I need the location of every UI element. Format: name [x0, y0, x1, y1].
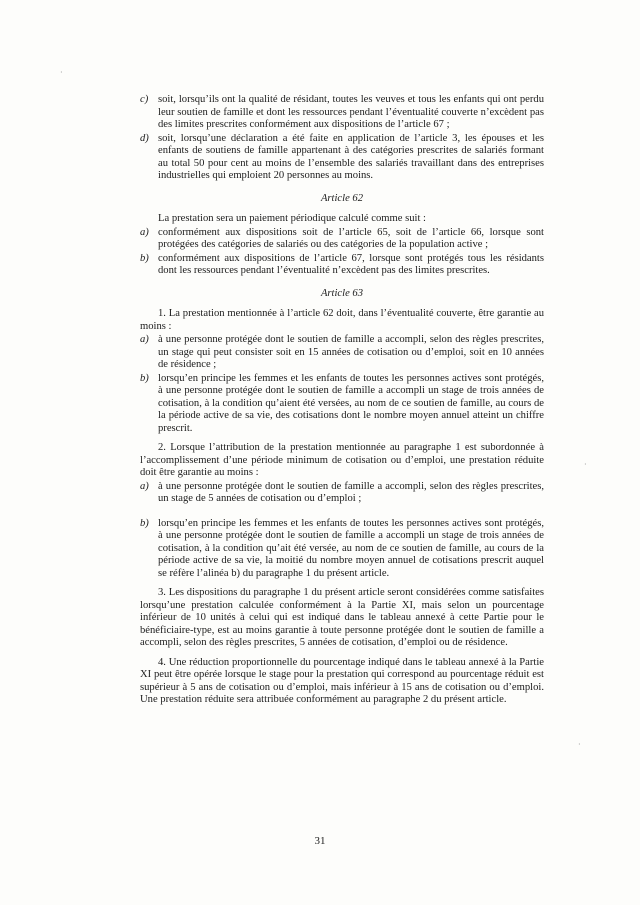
- list-item-label: a): [140, 480, 149, 492]
- speck-mark: ·: [60, 68, 63, 77]
- article-63-paragraph-1: 1. La prestation mentionnée à l’article 62 doit, dans l’éventualité couverte, être garantie au moins :: [140, 308, 544, 332]
- list-item: [140, 133, 544, 183]
- list-item-text: à une personne protégée dont le soutien de famille a accompli, selon des règles prescrites, un stage de 5 années de cotisation ou d’emploi ;: [158, 480, 544, 504]
- list-item: [140, 481, 544, 506]
- list-article-62: [140, 227, 544, 278]
- list-item: [140, 518, 544, 581]
- list-article-63-p2a: [140, 481, 544, 506]
- list-item-label: d): [140, 132, 149, 144]
- list-item: [140, 373, 544, 436]
- article-63-paragraph-4: 4. Une réduction proportionnelle du pourcentage indiqué dans le tableau annexé à la Partie XI peut être opérée lorsque le stage pour la prestation qui correspond au pourcentage réduit est supérieur à 5 ans de cotisation ou d’emploi, mais inférieur à 15 ans de cotisation ou d’emploi. Une prestation réduite sera attribuée conformément au paragraphe 2 du présent article.: [140, 656, 544, 705]
- list-item: [140, 227, 544, 252]
- list-item: [140, 94, 544, 132]
- heading-article-63: Article 63: [320, 287, 364, 299]
- list-item-label: b): [140, 252, 149, 264]
- speck-mark: ·: [578, 740, 581, 749]
- article-63-paragraph-2: 2. Lorsque l’attribution de la prestation mentionnée au paragraphe 1 est subordonnée à l’accomplissement d’une période minimum de cotisation ou d’emploi, une prestation réduite doit être garantie au moins :: [140, 442, 544, 478]
- list-article-63-p1: [140, 334, 544, 435]
- list-article-63-p2b: [140, 518, 544, 581]
- list-item-text: lorsqu’en principe les femmes et les enfants de toutes les personnes actives sont protégés, à une personne protégée dont le soutien de famille a accompli un stage de trois années de cotisation, à la condition qu’ait été versée, au nom de ce soutien de famille, au cours de la période active de sa vie, la moitié du nombre moyen annuel de cotisations prescrit auquel se réfère l’alinéa b) du paragraphe 1 du présent article.: [158, 517, 544, 579]
- list-item-label: b): [140, 372, 149, 384]
- list-item-label: c): [140, 94, 149, 105]
- list-item-label: b): [140, 517, 149, 529]
- heading-article-62: Article 62: [320, 192, 364, 204]
- list-item-text: à une personne protégée dont le soutien de famille a accompli, selon des règles prescrites, un stage qui peut consister soit en 15 années de cotisation ou d’emploi, soit en 10 années de résidence ;: [158, 334, 544, 370]
- list-item: [140, 253, 544, 278]
- list-item: [140, 334, 544, 372]
- list-item-text: lorsqu’en principe les femmes et les enfants de toutes les personnes actives sont protégés, à une personne protégée dont le soutien de famille a accompli un stage de trois années de cotisation, à la condition qu’aient été versées, au nom de ce soutien de famille, au cours de la période active de sa vie, des cotisations dont le nombre moyen annuel atteint un chiffre prescrit.: [158, 372, 544, 434]
- list-item-text: soit, lorsqu’une déclaration a été faite en application de l’article 3, les épouses et les enfants de soutiens de famille appartenant à des catégories prescrites de salariés formant au total 50 pour cent au moins de l’ensemble des salariés travaillant dans des entreprises industrielles qui emploient 20 personnes au moins.: [158, 132, 544, 181]
- document-body: [140, 94, 544, 708]
- list-item-text: conformément aux dispositions de l’article 67, lorsque sont protégés tous les résidants dont les ressources pendant l’éventualité n’excèdent pas des limites prescrites.: [158, 252, 544, 276]
- blank-gap: [140, 507, 544, 518]
- page-number: 31: [314, 835, 326, 847]
- list-item-text: soit, lorsqu’ils ont la qualité de résidant, toutes les veuves et tous les enfants qui ont perdu leur soutien de famille et dont les ressources pendant l’éventualité couverte n’excèdent pas des limites prescrites conformément aux dispositions de l’article 67 ;: [158, 94, 544, 130]
- article-62-intro: La prestation sera un paiement périodique calculé comme suit :: [158, 213, 426, 224]
- list-article-61-end: [140, 94, 544, 183]
- list-item-label: a): [140, 226, 149, 238]
- list-item-text: conformément aux dispositions soit de l’article 65, soit de l’article 66, lorsque sont protégées des catégories de salariés ou des catégories de la population active ;: [158, 226, 544, 250]
- list-item-label: a): [140, 334, 149, 345]
- article-63-paragraph-3: 3. Les dispositions du paragraphe 1 du présent article seront considérées comme satisfaites lorsqu’une prestation calculée conformément à la Partie XI, mais selon un pourcentage inférieur de 10 unités à celui qui est indiqué dans le tableau annexé à cette Partie pour le bénéficiaire-type, est au moins garantie à toute personne protégée dont le soutien de famille a accompli, selon des règles prescrites, 5 années de cotisation, d’emploi ou de résidence.: [140, 587, 544, 648]
- speck-mark: ·: [584, 460, 587, 469]
